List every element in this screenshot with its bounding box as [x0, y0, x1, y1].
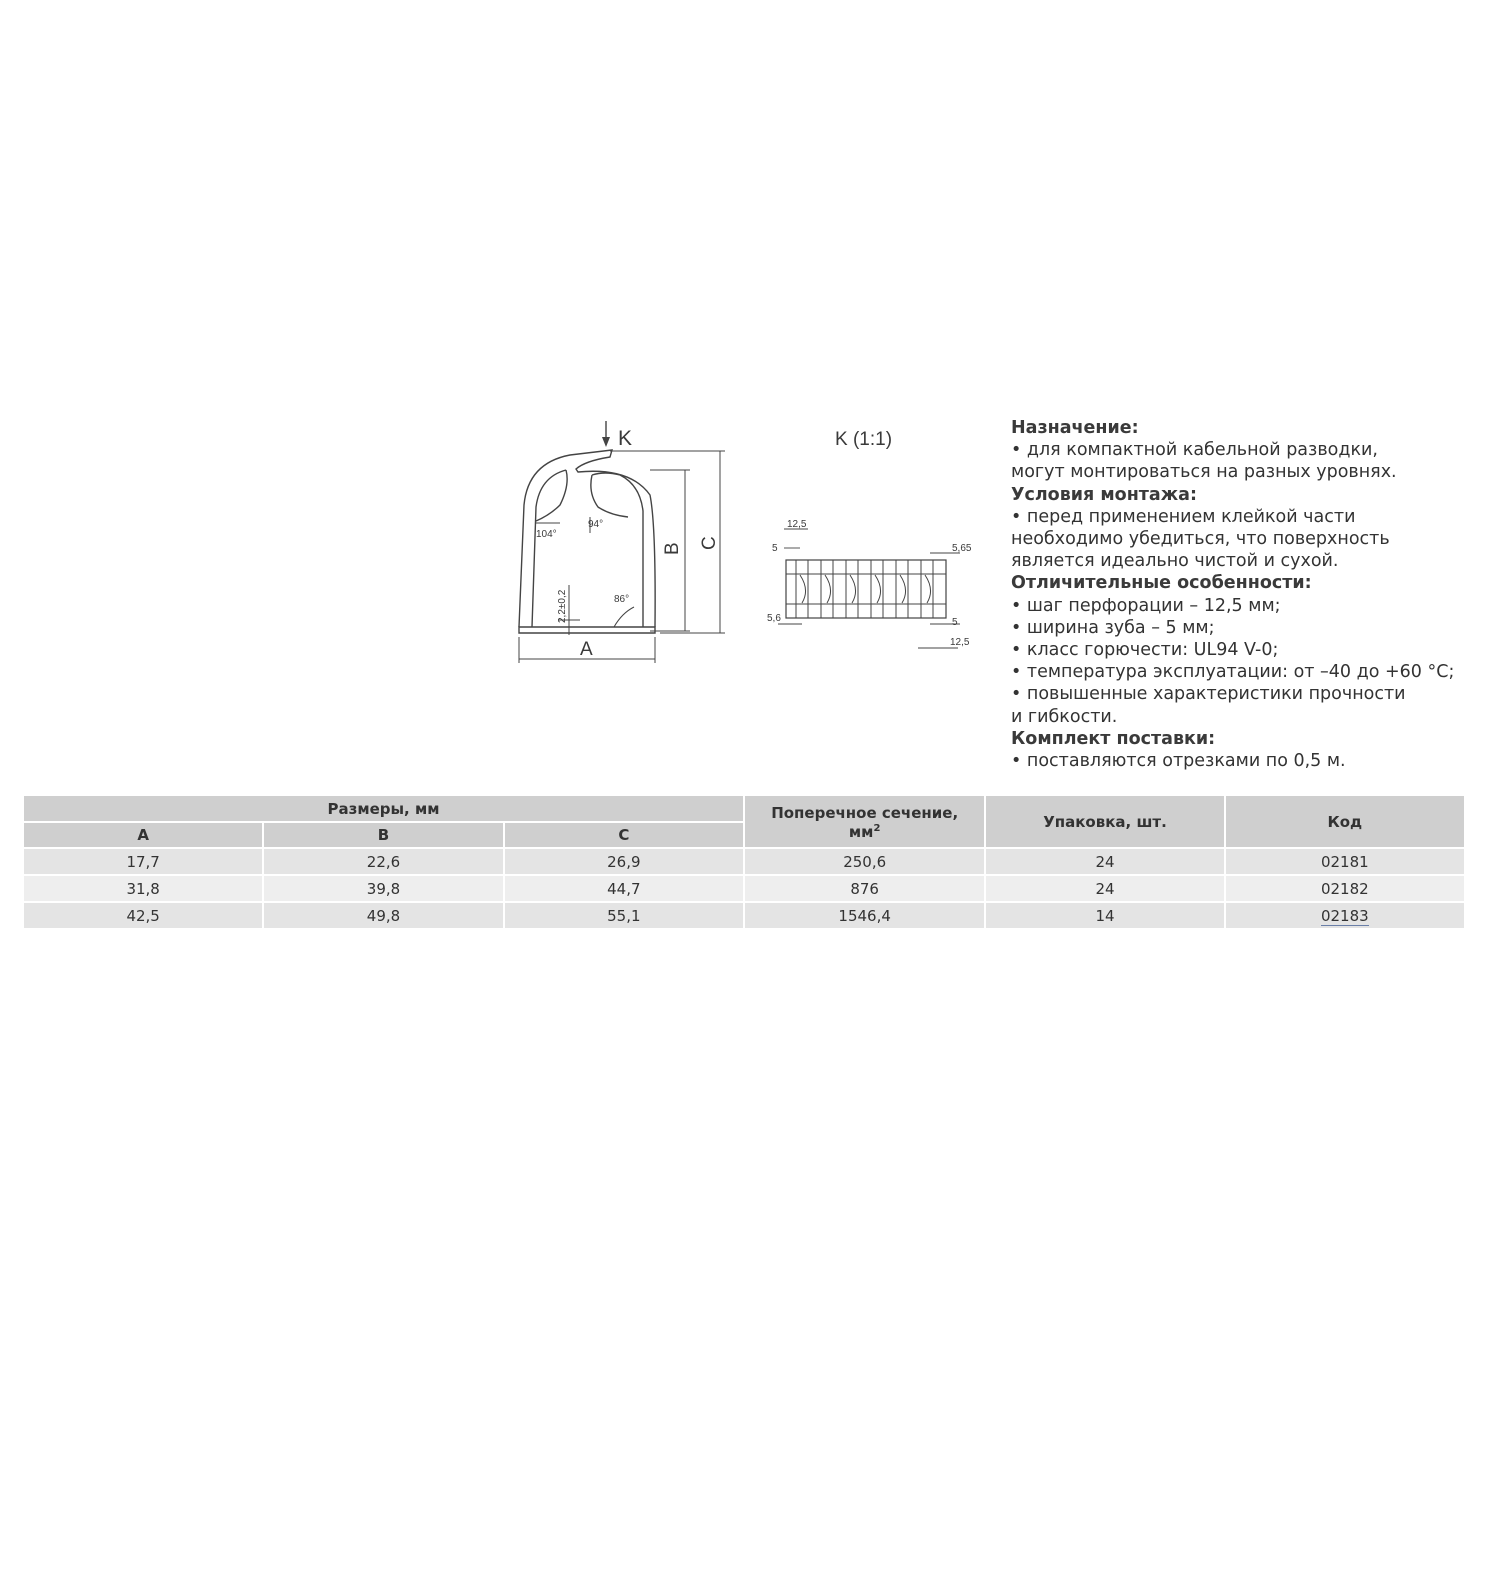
dim-12-5-bottom: 12,5: [950, 637, 970, 648]
cell-c: 44,7: [505, 876, 743, 901]
cell-a: 31,8: [24, 876, 262, 901]
feature-line-5: • повышенные характеристики прочности: [1011, 684, 1406, 705]
product-code-link[interactable]: 02181: [1320, 852, 1369, 871]
cell-section: 1546,4: [745, 903, 984, 928]
angle-104: 104°: [536, 529, 557, 540]
header-cross-section: [745, 796, 984, 847]
cell-code: [1226, 876, 1464, 901]
feature-line-4: • температура эксплуатации: от –40 до +60 °С;: [1011, 662, 1455, 683]
heading-features: Отличительные особенности:: [1011, 573, 1312, 594]
cell-section: 876: [745, 876, 984, 901]
table-row: [24, 876, 1464, 901]
cell-code: [1226, 903, 1464, 928]
dim-label-a: A: [580, 639, 593, 660]
detail-strip: [778, 529, 960, 648]
product-info: [1011, 417, 1501, 772]
cell-package: 24: [986, 849, 1223, 874]
cell-b: 22,6: [264, 849, 502, 874]
mount-line-3: является идеально чистой и сухой.: [1011, 551, 1339, 572]
cell-c: 55,1: [505, 903, 743, 928]
specs-table: [22, 794, 1466, 930]
heading-purpose: Назначение:: [1011, 418, 1139, 438]
dim-5-bottom: 5: [952, 617, 958, 628]
header-cross-section-unit: $мм^2$: [848, 823, 881, 841]
feature-line-6: и гибкости.: [1011, 706, 1118, 727]
product-code-link[interactable]: 02183: [1320, 906, 1369, 925]
heading-mount: Условия монтажа:: [1011, 484, 1197, 505]
cell-c: 26,9: [505, 849, 743, 874]
gap-dim: 2,2±0,2: [557, 589, 568, 623]
technical-drawing: [510, 415, 980, 675]
feature-line-1: • шаг перфорации – 12,5 мм;: [1011, 595, 1281, 616]
cell-a: 42,5: [24, 903, 262, 928]
angle-86: 86°: [614, 594, 630, 605]
table-row: [24, 903, 1464, 928]
table-row: [24, 849, 1464, 874]
header-a: A: [24, 823, 262, 847]
purpose-line-1: • для компактной кабельной разводки,: [1011, 440, 1378, 461]
angle-94: 94°: [588, 519, 604, 530]
header-b: B: [264, 823, 502, 847]
feature-line-2: • ширина зуба – 5 мм;: [1011, 617, 1215, 638]
detail-title: K (1:1): [835, 429, 893, 450]
header-cross-section-label: Поперечное сечение,: [771, 804, 959, 822]
dim-5-top: 5: [772, 543, 778, 554]
header-code: Код: [1226, 796, 1464, 847]
header-c: C: [505, 823, 743, 847]
mount-line-1: • перед применением клейкой части: [1011, 506, 1356, 527]
cell-b: 39,8: [264, 876, 502, 901]
cell-package: 24: [986, 876, 1223, 901]
product-code-link[interactable]: 02182: [1320, 879, 1369, 898]
mount-line-2: необходимо убедиться, что поверхность: [1011, 529, 1390, 550]
heading-delivery: Комплект поставки:: [1011, 728, 1216, 749]
dim-12-5-top: 12,5: [787, 519, 807, 530]
drawing-svg: [510, 415, 980, 675]
view-marker: K: [618, 427, 633, 450]
feature-line-3: • класс горючести: UL94 V-0;: [1011, 640, 1279, 661]
cell-section: 250,6: [745, 849, 984, 874]
dim-label-c: C: [699, 536, 720, 550]
cell-code: [1226, 849, 1464, 874]
purpose-line-2: могут монтироваться на разных уровнях.: [1011, 462, 1397, 483]
cell-b: 49,8: [264, 903, 502, 928]
dim-5-65: 5,65: [952, 543, 972, 554]
cell-package: 14: [986, 903, 1223, 928]
cell-a: 17,7: [24, 849, 262, 874]
dim-5-6: 5,6: [767, 613, 781, 624]
dim-label-b: B: [662, 542, 683, 555]
delivery-line-1: • поставляются отрезками по 0,5 м.: [1011, 751, 1346, 772]
header-dimensions: Размеры, мм: [24, 796, 743, 821]
header-package: Упаковка, шт.: [986, 796, 1223, 847]
